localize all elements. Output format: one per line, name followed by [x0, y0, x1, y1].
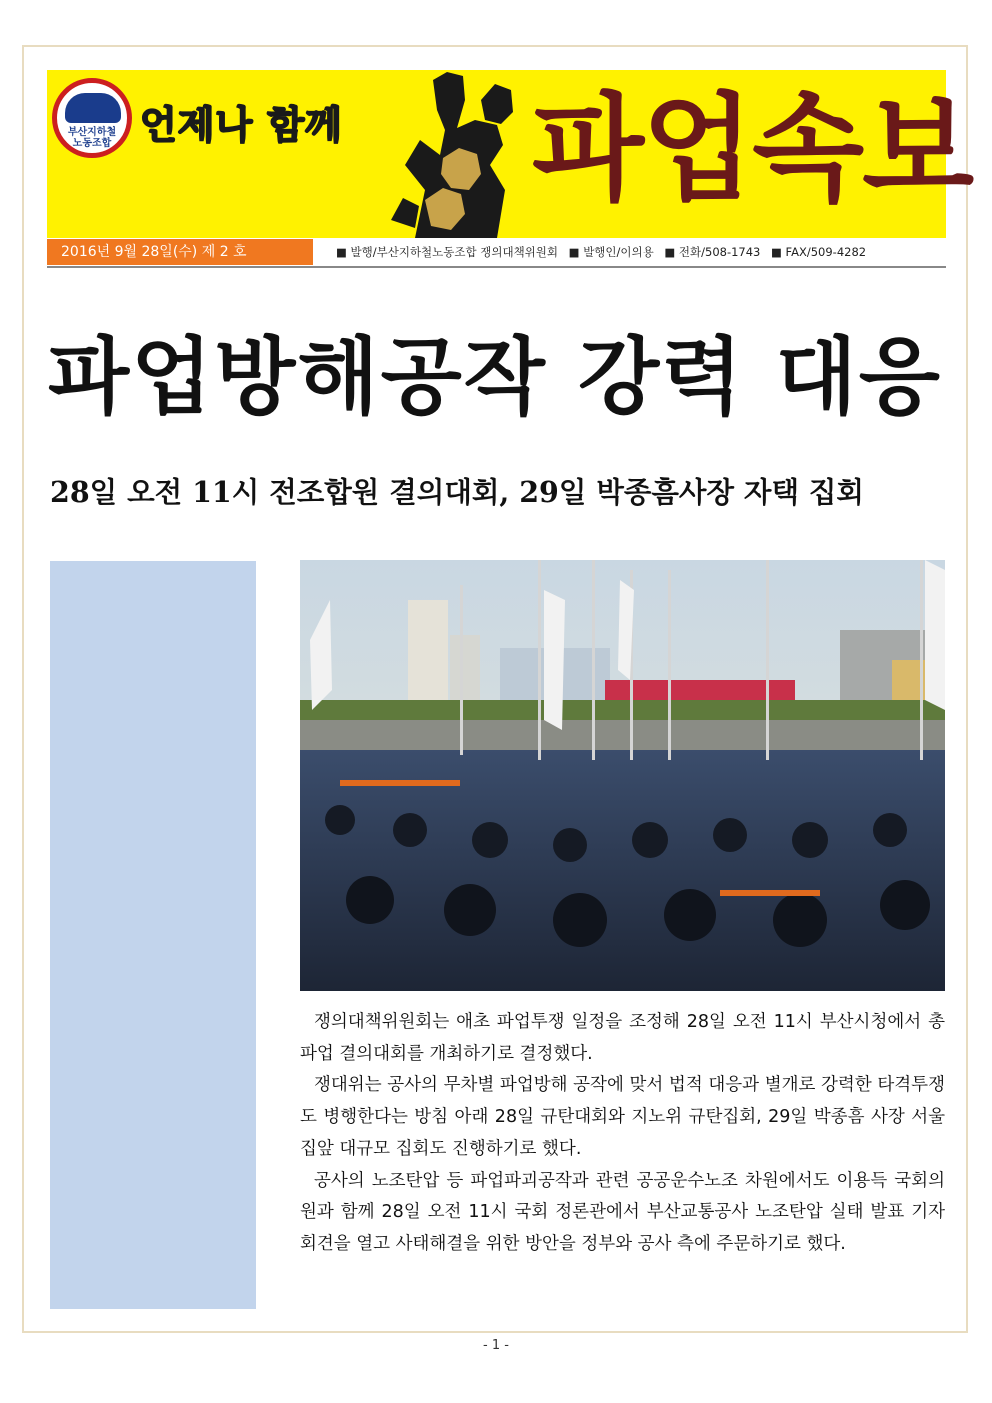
article-paragraph: 쟁대위는 공사의 무차별 파업방해 공작에 맞서 법적 대응과 별개로 강력한 타격투쟁도 병행한다는 방침 아래 28일 규탄대회와 지노위 규탄집회, 29일 박종흠 사장 서울집앞 대규모 집회도 진행하기로 했다. [300, 1075, 945, 1159]
subheadline: 28일 오전 11시 전조합원 결의대회, 29일 박종흠사장 자택 집회 [50, 475, 864, 509]
logo-text [57, 127, 127, 149]
train-icon [65, 93, 121, 123]
sidebar-box [50, 561, 256, 1309]
union-logo [52, 78, 132, 158]
article-paragraph: 공사의 노조탄압 등 파업파괴공작과 관련 공공운수노조 차원에서도 이용득 국회의원과 함께 28일 오전 11시 국회 정론관에서 부산교통공사 노조탄압 실태 발표 기자회견을 열고 사태해결을 위한 방안을 정부와 공사 측에 주문하기로 했다. [300, 1170, 945, 1254]
page-number: - 1 - [483, 1338, 509, 1353]
rally-photo [300, 560, 945, 991]
masthead-title: 파업속보 [532, 82, 973, 217]
article-body [300, 1007, 945, 1261]
fax: ■ FAX/509-4282 [771, 245, 867, 259]
headline: 파업방해공작 강력 대응 [48, 328, 942, 426]
slogan: 언제나 함께 [140, 103, 343, 147]
publisher-info [336, 239, 946, 265]
logo-text-line1: 부산지하철 [67, 127, 117, 138]
logo-text-line2: 노동조합 [72, 138, 112, 149]
article-paragraph: 쟁의대책위원회는 애초 파업투쟁 일정을 조정해 28일 오전 11시 부산시청에서 총파업 결의대회를 개최하기로 결정했다. [300, 1012, 945, 1064]
issue-date: 2016년 9월 28일(수) 제 2 호 [47, 239, 313, 265]
issuer: ■ 발행인/이의용 [568, 245, 654, 259]
publisher: ■ 발행/부산지하철노동조합 쟁의대책위원회 [336, 245, 559, 259]
raised-fist-illustration [385, 70, 535, 238]
phone: ■ 전화/508-1743 [664, 245, 761, 259]
